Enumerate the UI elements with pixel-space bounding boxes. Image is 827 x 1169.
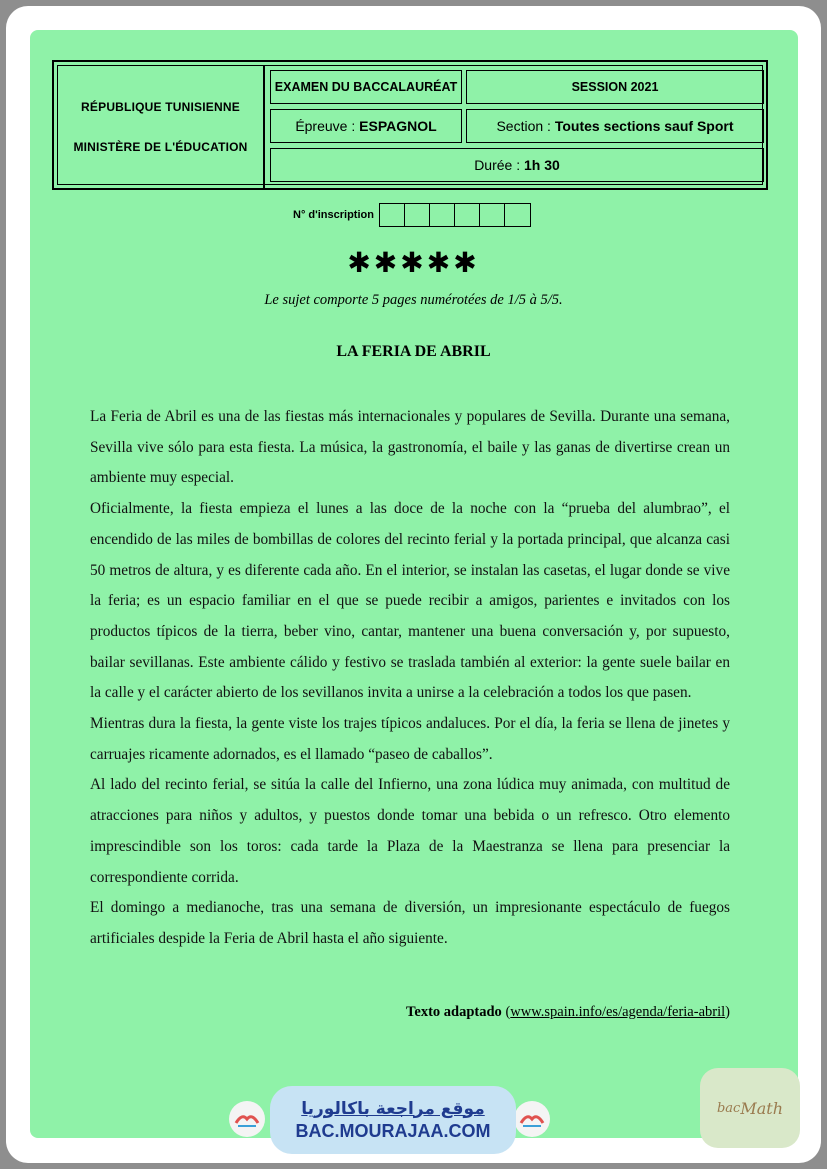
inscription-digit-box[interactable] [480, 204, 505, 226]
epreuve-value: ESPAGNOL [359, 118, 437, 134]
badge-text-a: bac [716, 1100, 741, 1116]
source-open-paren: ( [505, 1004, 511, 1020]
section-cell [466, 109, 764, 143]
duree-value: 1h 30 [524, 157, 560, 173]
source-label: Texto adaptado [406, 1004, 502, 1020]
site-logo-icon [229, 1101, 265, 1137]
epreuve-cell [270, 109, 462, 143]
website-banner[interactable] [270, 1086, 516, 1154]
paragraph: El domingo a medianoche, tras una semana de diversión, un impresionante espectáculo de fuegos artificiales despide la Feria de Abril hasta el año siguiente. [90, 899, 730, 947]
section-value: Toutes sections sauf Sport [554, 118, 734, 134]
session-cell [466, 70, 764, 104]
separator-stars: ✱✱✱✱✱ [347, 246, 480, 279]
reading-text [90, 402, 730, 955]
inscription-boxes[interactable] [379, 203, 531, 227]
source-link[interactable]: www.spain.info/es/agenda/feria-abril [510, 1004, 726, 1020]
epreuve-text [295, 118, 436, 134]
duree-label: Durée : [474, 157, 521, 173]
inscription-digit-box[interactable] [380, 204, 405, 226]
inscription-number [293, 203, 531, 227]
exam-cell [270, 70, 462, 104]
source-citation [406, 1004, 730, 1021]
ministry-label: MINISTÈRE DE L'ÉDUCATION [73, 140, 248, 154]
page-count-note: Le sujet comporte 5 pages numérotées de 1/5 à 5/5. [264, 292, 563, 308]
duree-text [474, 157, 560, 173]
bacmath-badge [700, 1068, 800, 1148]
banner-site-url[interactable]: BAC.MOURAJAA.COM [295, 1120, 491, 1141]
inscription-digit-box[interactable] [430, 204, 455, 226]
paragraph: Mientras dura la fiesta, la gente viste los trajes típicos andaluces. Por el día, la feria se llena de jinetes y carruajes ricamente adornados, es el llamado “paseo de caballos”. [90, 715, 730, 763]
text-title: LA FERIA DE ABRIL [336, 343, 491, 360]
exam-label: EXAMEN DU BACCALAURÉAT [274, 80, 458, 94]
source-close-paren: ) [725, 1004, 730, 1020]
epreuve-label: Épreuve : [295, 118, 356, 134]
republic-label: RÉPUBLIQUE TUNISIENNE [81, 100, 240, 114]
section-label: Section : [496, 118, 551, 134]
inscription-digit-box[interactable] [405, 204, 430, 226]
inscription-digit-box[interactable] [505, 204, 530, 226]
inscription-digit-box[interactable] [455, 204, 480, 226]
badge-text-b: Math [740, 1098, 783, 1118]
inscription-label: N° d'inscription [293, 209, 374, 221]
paragraph: Al lado del recinto ferial, se sitúa la calle del Infierno, una zona lúdica muy animada, con multitud de atracciones para niños y adultos, y puestos donde tomar una bebida o un refresco. Otro elemento imprescindible son los toros: cada tarde la Plaza de la Maestranza se llena para presenciar la correspondiente corrida. [90, 776, 730, 886]
paragraph: Oficialmente, la fiesta empieza el lunes a las doce de la noche con la “prueba del alumbrao”, el encendido de las miles de bombillas de colores del recinto ferial y la portada principal, que alcanza casi 50 metros de altura, y es diferente cada año. En el interior, se instalan las casetas, el lugar donde se vive la feria; es un espacio familiar en el que se puede recibir a amigos, parientes e invitados con los productos típicos de la tierra, beber vino, cantar, mantener una buena conversación y, por supuesto, bailar sevillanas. Este ambiente cálido y festivo se traslada también al exterior: la gente suele bailar en la calle y el carácter abierto de los sevillanos invita a unirse a la celebración a todos los que pasen. [90, 500, 730, 702]
paragraph: La Feria de Abril es una de las fiestas más internacionales y populares de Sevilla. Durante una semana, Sevilla vive sólo para esta fiesta. La música, la gastronomía, el baile y las ganas de divertirse crean un ambiente muy especial. [90, 408, 730, 487]
section-text [496, 118, 733, 134]
duree-cell [270, 148, 764, 182]
banner-arabic-text: موقع مراجعة باكالوريا [301, 1098, 485, 1119]
institution-cell [58, 66, 265, 188]
exam-header [52, 60, 768, 190]
session-label: SESSION 2021 [571, 80, 659, 94]
site-logo-icon [514, 1101, 550, 1137]
